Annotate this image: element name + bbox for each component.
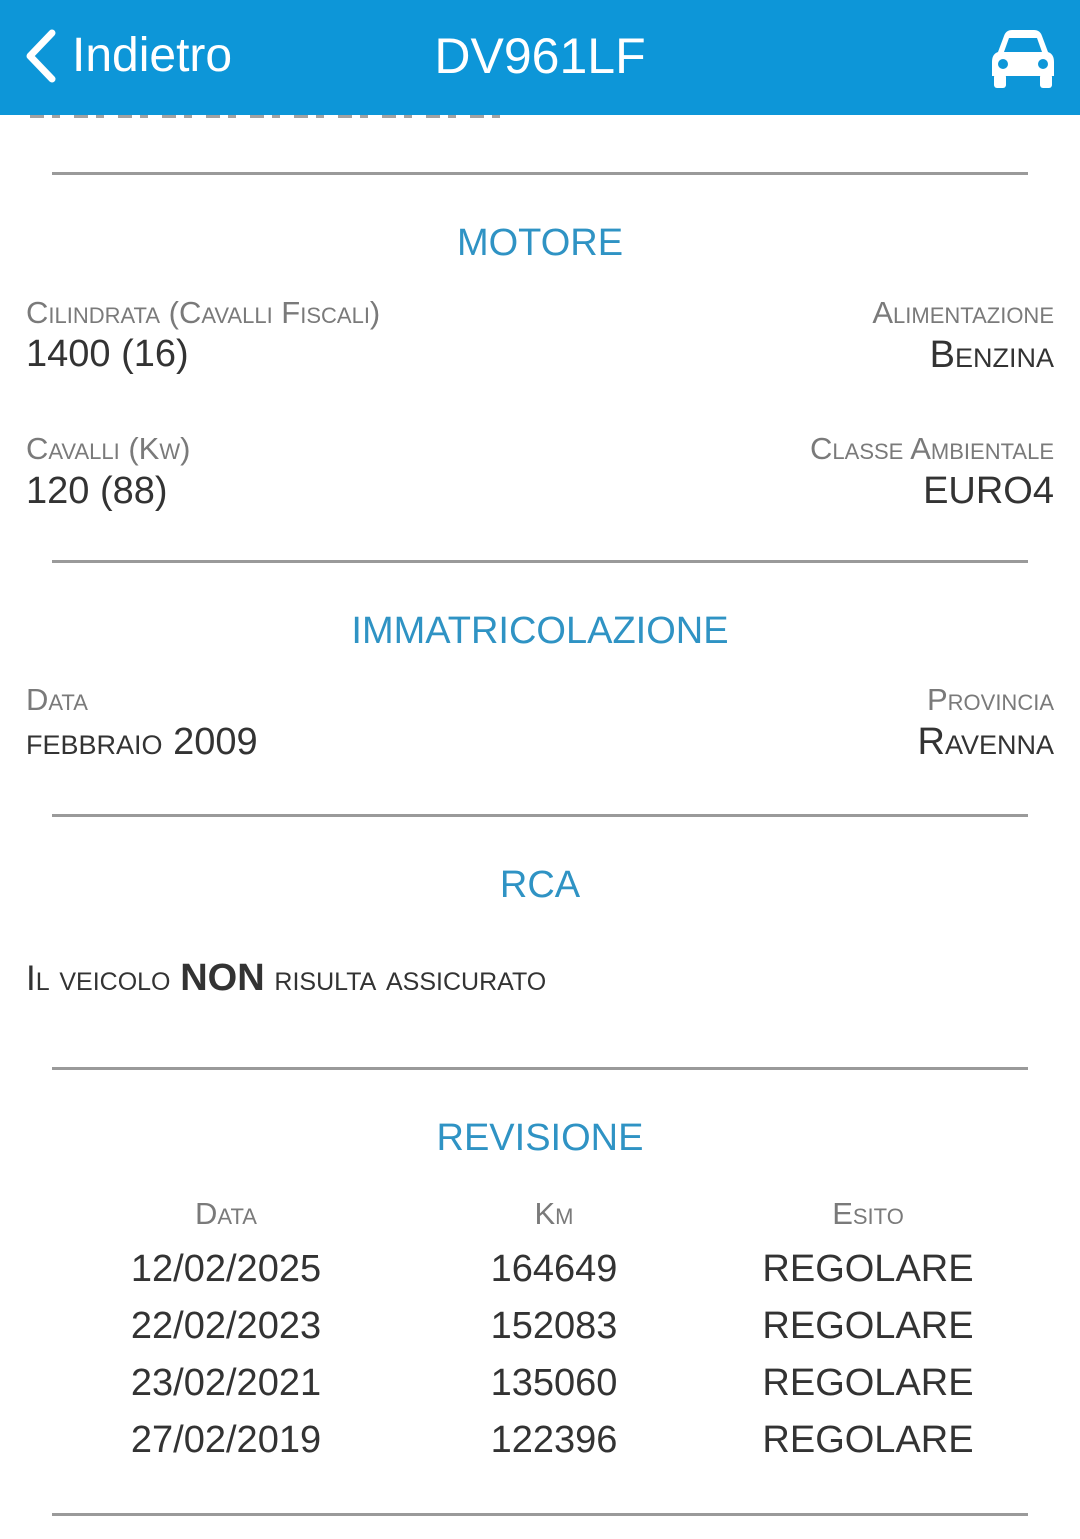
- cilindrata-value: 1400 (16): [26, 333, 189, 375]
- cavalli-value: 120 (88): [26, 470, 168, 512]
- revisione-header-km: Km: [534, 1196, 574, 1231]
- back-button[interactable]: [22, 26, 232, 86]
- revisione-cell-esito: REGOLARE: [762, 1248, 974, 1290]
- revisione-cell-esito: REGOLARE: [762, 1419, 974, 1461]
- revisione-cell-km: 122396: [490, 1419, 618, 1461]
- revisione-header-data: Data: [195, 1196, 257, 1231]
- chevron-left-icon: [22, 27, 58, 85]
- revisione-cell-km: 135060: [490, 1362, 618, 1404]
- rca-text-after: risulta assicurato: [264, 959, 547, 998]
- cavalli-label: Cavalli (Kw): [26, 431, 191, 466]
- revisione-column-km: [404, 1195, 704, 1469]
- divider: [52, 1067, 1028, 1070]
- section-title-immatricolazione: IMMATRICOLAZIONE: [351, 610, 729, 652]
- provincia-value: Ravenna: [917, 721, 1054, 763]
- revisione-cell-km: 152083: [490, 1305, 618, 1347]
- divider: [52, 560, 1028, 563]
- section-title-rca: RCA: [499, 864, 581, 906]
- rca-text-strong: NON: [180, 957, 265, 999]
- rca-status-text: [26, 955, 546, 1002]
- rca-text-before: Il veicolo: [26, 959, 181, 998]
- data-immatricolazione-value: febbraio 2009: [26, 721, 258, 763]
- revisione-cell-data: 27/02/2019: [130, 1419, 322, 1461]
- divider: [52, 1513, 1028, 1516]
- revisione-cell-km: 164649: [490, 1248, 618, 1290]
- car-icon[interactable]: [990, 28, 1056, 90]
- revisione-cell-esito: REGOLARE: [762, 1305, 974, 1347]
- page-title: DV961LF: [434, 28, 646, 84]
- back-label: Indietro: [72, 29, 233, 82]
- alimentazione-value: Benzina: [929, 334, 1054, 376]
- classe-ambientale-label: Classe Ambientale: [810, 431, 1054, 466]
- revisione-column-esito: [718, 1195, 1018, 1469]
- cilindrata-label: Cilindrata (Cavalli Fiscali): [26, 295, 381, 330]
- revisione-column-data: [76, 1195, 376, 1469]
- divider: [52, 814, 1028, 817]
- alimentazione-label: Alimentazione: [872, 295, 1054, 330]
- classe-ambientale-value: EURO4: [923, 470, 1054, 512]
- data-immatricolazione-label: Data: [26, 682, 88, 717]
- section-title-revisione: REVISIONE: [436, 1117, 644, 1159]
- revisione-cell-data: 12/02/2025: [130, 1248, 322, 1290]
- revisione-cell-data: 23/02/2021: [130, 1362, 322, 1404]
- revisione-cell-data: 22/02/2023: [130, 1305, 322, 1347]
- provincia-label: Provincia: [926, 682, 1054, 717]
- top-bar: [0, 0, 1080, 115]
- divider: [52, 172, 1028, 175]
- revisione-header-esito: Esito: [832, 1196, 904, 1231]
- revisione-cell-esito: REGOLARE: [762, 1362, 974, 1404]
- section-title-motore: MOTORE: [456, 222, 624, 264]
